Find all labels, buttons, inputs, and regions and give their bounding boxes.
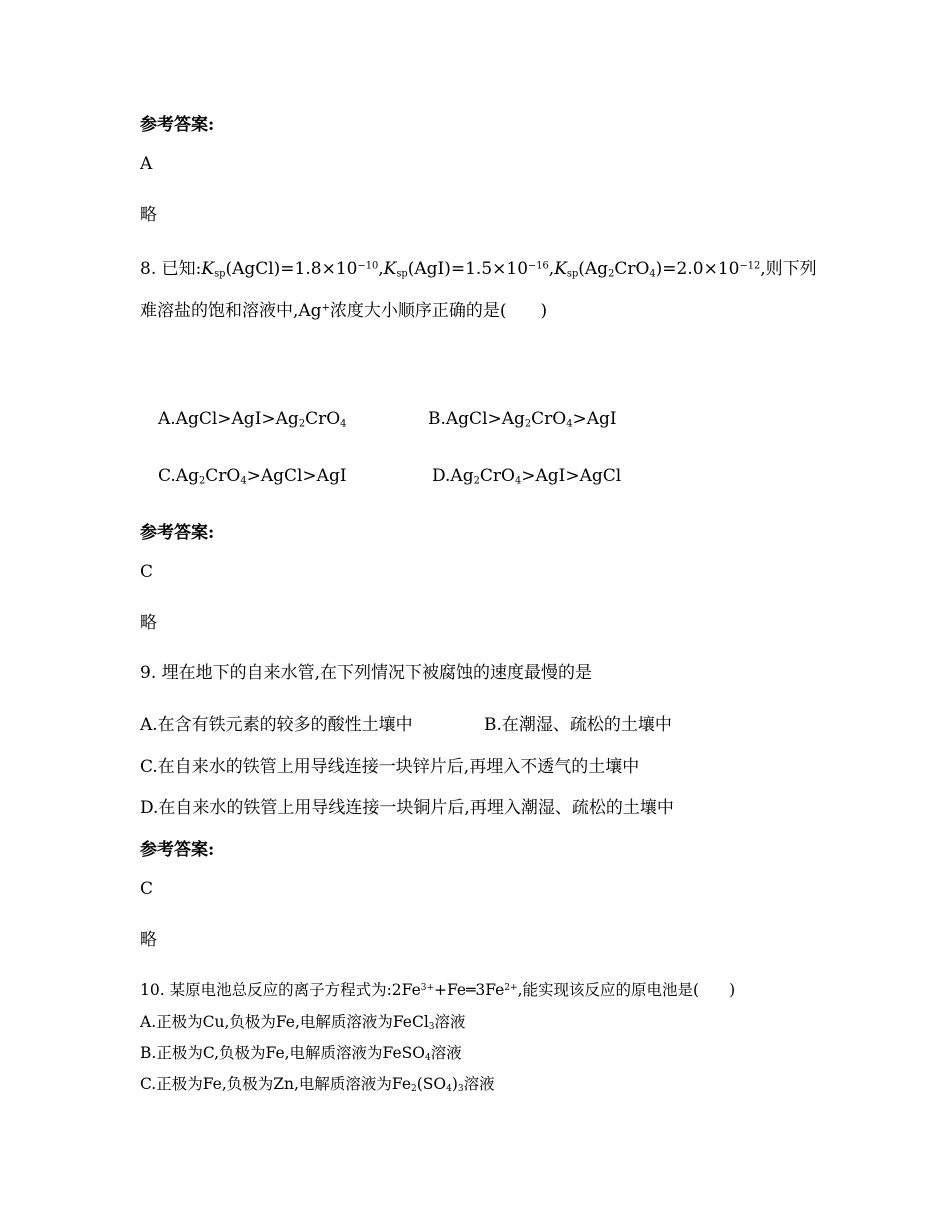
question-10-stem: 10. 某原电池总反应的离子方程式为$:2Fe^{3+}+Fe═3Fe^{2+}$,能实现该反应的原电池是( ) [140,981,736,999]
question-9-stem: 9. 埋在地下的自来水管,在下列情况下被腐蚀的速度最慢的是 [140,663,593,683]
answer-value: A [140,154,153,174]
question-9-option-c: C.在自来水的铁管上用导线连接一块锌片后,再埋入不透气的土壤中 [140,757,640,777]
answer-value: C [140,562,154,582]
question-8-stem-line1: 8. 已知$:K_{sp}(AgCl)=1.8\times 10^{-10},K_{sp}(AgI)=1.5\times 10^{-16},K_{sp}(Ag_2CrO_4)=2.0\times 10^{-12}$,则下列 [140,259,817,280]
question-8-option-a: $A.AgCl>AgI>Ag_2CrO_4$ [158,409,347,430]
question-10-option-a: A.正极为Cu,负极为Fe,电解质溶液为FeCl$_3$溶液 [140,1013,466,1033]
answer-note: 略 [140,930,157,950]
answer-heading: 参考答案: [140,115,215,135]
answer-value: C [140,879,154,899]
question-9-option-a: A.在含有铁元素的较多的酸性土壤中 [140,715,413,735]
question-8-option-b: $B.AgCl>Ag_2CrO_4>AgI$ [428,409,617,430]
question-8-option-c: $C.Ag_2CrO_4>AgCl>AgI$ [158,466,347,487]
answer-heading: 参考答案: [140,523,215,543]
question-10-option-c: C.正极为Fe,负极为Zn,电解质溶液为$Fe_2(SO_4)_3$溶液 [140,1075,495,1095]
question-8-stem-line2: 难溶盐的饱和溶液中,Ag+浓度大小顺序正确的是( ) [140,301,548,321]
answer-note: 略 [140,205,157,225]
question-9-option-b: B.在潮湿、疏松的土壤中 [484,715,672,735]
answer-note: 略 [140,613,157,633]
question-9-option-d: D.在自来水的铁管上用导线连接一块铜片后,再埋入潮湿、疏松的土壤中 [140,798,674,818]
answer-heading: 参考答案: [140,840,215,860]
question-10-option-b: B.正极为C,负极为Fe,电解质溶液为FeSO$_4$溶液 [140,1044,462,1064]
question-8-option-d: $D.Ag_2CrO_4>AgI>AgCl$ [432,466,622,487]
